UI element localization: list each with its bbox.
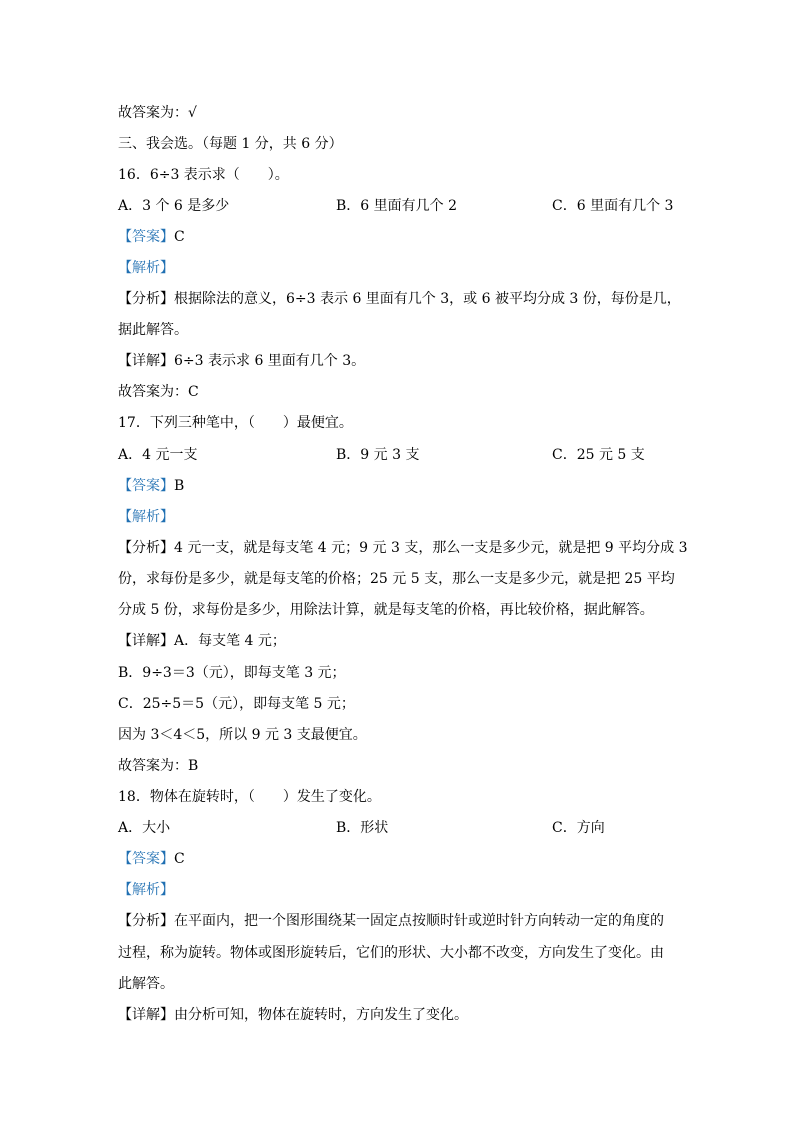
q16-detail: 【详解】6÷3 表示求 6 里面有几个 3。 [118,353,366,369]
q18-analysis-1: 【分析】在平面内，把一个图形围绕某一固定点按顺时针或逆时针方向转动一定的角度的 [118,913,664,929]
question-18: 18．物体在旋转时，（ ）发生了变化。 [118,789,381,805]
q17-detail-1: 【详解】A．每支笔 4 元； [118,633,286,649]
question-17: 17．下列三种笔中，（ ）最便宜。 [118,415,353,431]
q17-answer: 【答案】B [118,478,185,494]
q18-option-b: B．形状 [336,820,389,836]
q18-answer: 【答案】C [118,851,185,867]
q17-analysis-2: 份，求每份是多少，就是每支笔的价格；25 元 5 支，那么一支是多少元，就是把 25 平均 [118,571,675,587]
q17-detail-4: 因为 3＜4＜5，所以 9 元 3 支最便宜。 [118,727,367,743]
q17-analysis-3: 分成 5 份，求每份是多少，用除法计算，就是每支笔的价格，再比较价格，据此解答。 [118,602,654,618]
q17-detail-3: C．25÷5＝5（元），即每支笔 5 元； [118,696,355,712]
answer-line: 故答案为：√ [118,105,197,121]
q17-option-c: C．25 元 5 支 [552,447,645,463]
question-16: 16．6÷3 表示求（ ）。 [118,167,289,183]
q18-explanation-heading: 【解析】 [118,882,174,898]
q16-explanation-heading: 【解析】 [118,260,174,276]
q16-option-c: C．6 里面有几个 3 [552,198,674,214]
q16-final: 故答案为：C [118,384,199,400]
q18-option-c: C．方向 [552,820,605,836]
q17-explanation-heading: 【解析】 [118,509,174,525]
q16-option-a: A．3 个 6 是多少 [118,198,230,214]
q17-detail-2: B．9÷3＝3（元），即每支笔 3 元； [118,665,346,681]
q17-final: 故答案为：B [118,758,199,774]
q17-option-b: B．9 元 3 支 [336,447,420,463]
q17-analysis-1: 【分析】4 元一支，就是每支笔 4 元；9 元 3 支，那么一支是多少元，就是把 9 平均分成 3 [118,540,688,556]
q16-analysis-2: 据此解答。 [118,322,188,338]
q18-detail: 【详解】由分析可知，物体在旋转时，方向发生了变化。 [118,1007,468,1023]
q16-answer: 【答案】C [118,229,185,245]
q17-option-a: A．4 元一支 [118,447,198,463]
q18-option-a: A．大小 [118,820,171,836]
section-heading: 三、我会选。（每题 1 分，共 6 分） [118,136,343,152]
q16-option-b: B．6 里面有几个 2 [336,198,458,214]
q18-analysis-2: 过程，称为旋转。物体或图形旋转后，它们的形状、大小都不改变，方向发生了变化。由 [118,945,664,961]
q16-analysis-1: 【分析】根据除法的意义，6÷3 表示 6 里面有几个 3，或 6 被平均分成 3 份，每份是几， [118,291,681,307]
q18-analysis-3: 此解答。 [118,976,174,992]
